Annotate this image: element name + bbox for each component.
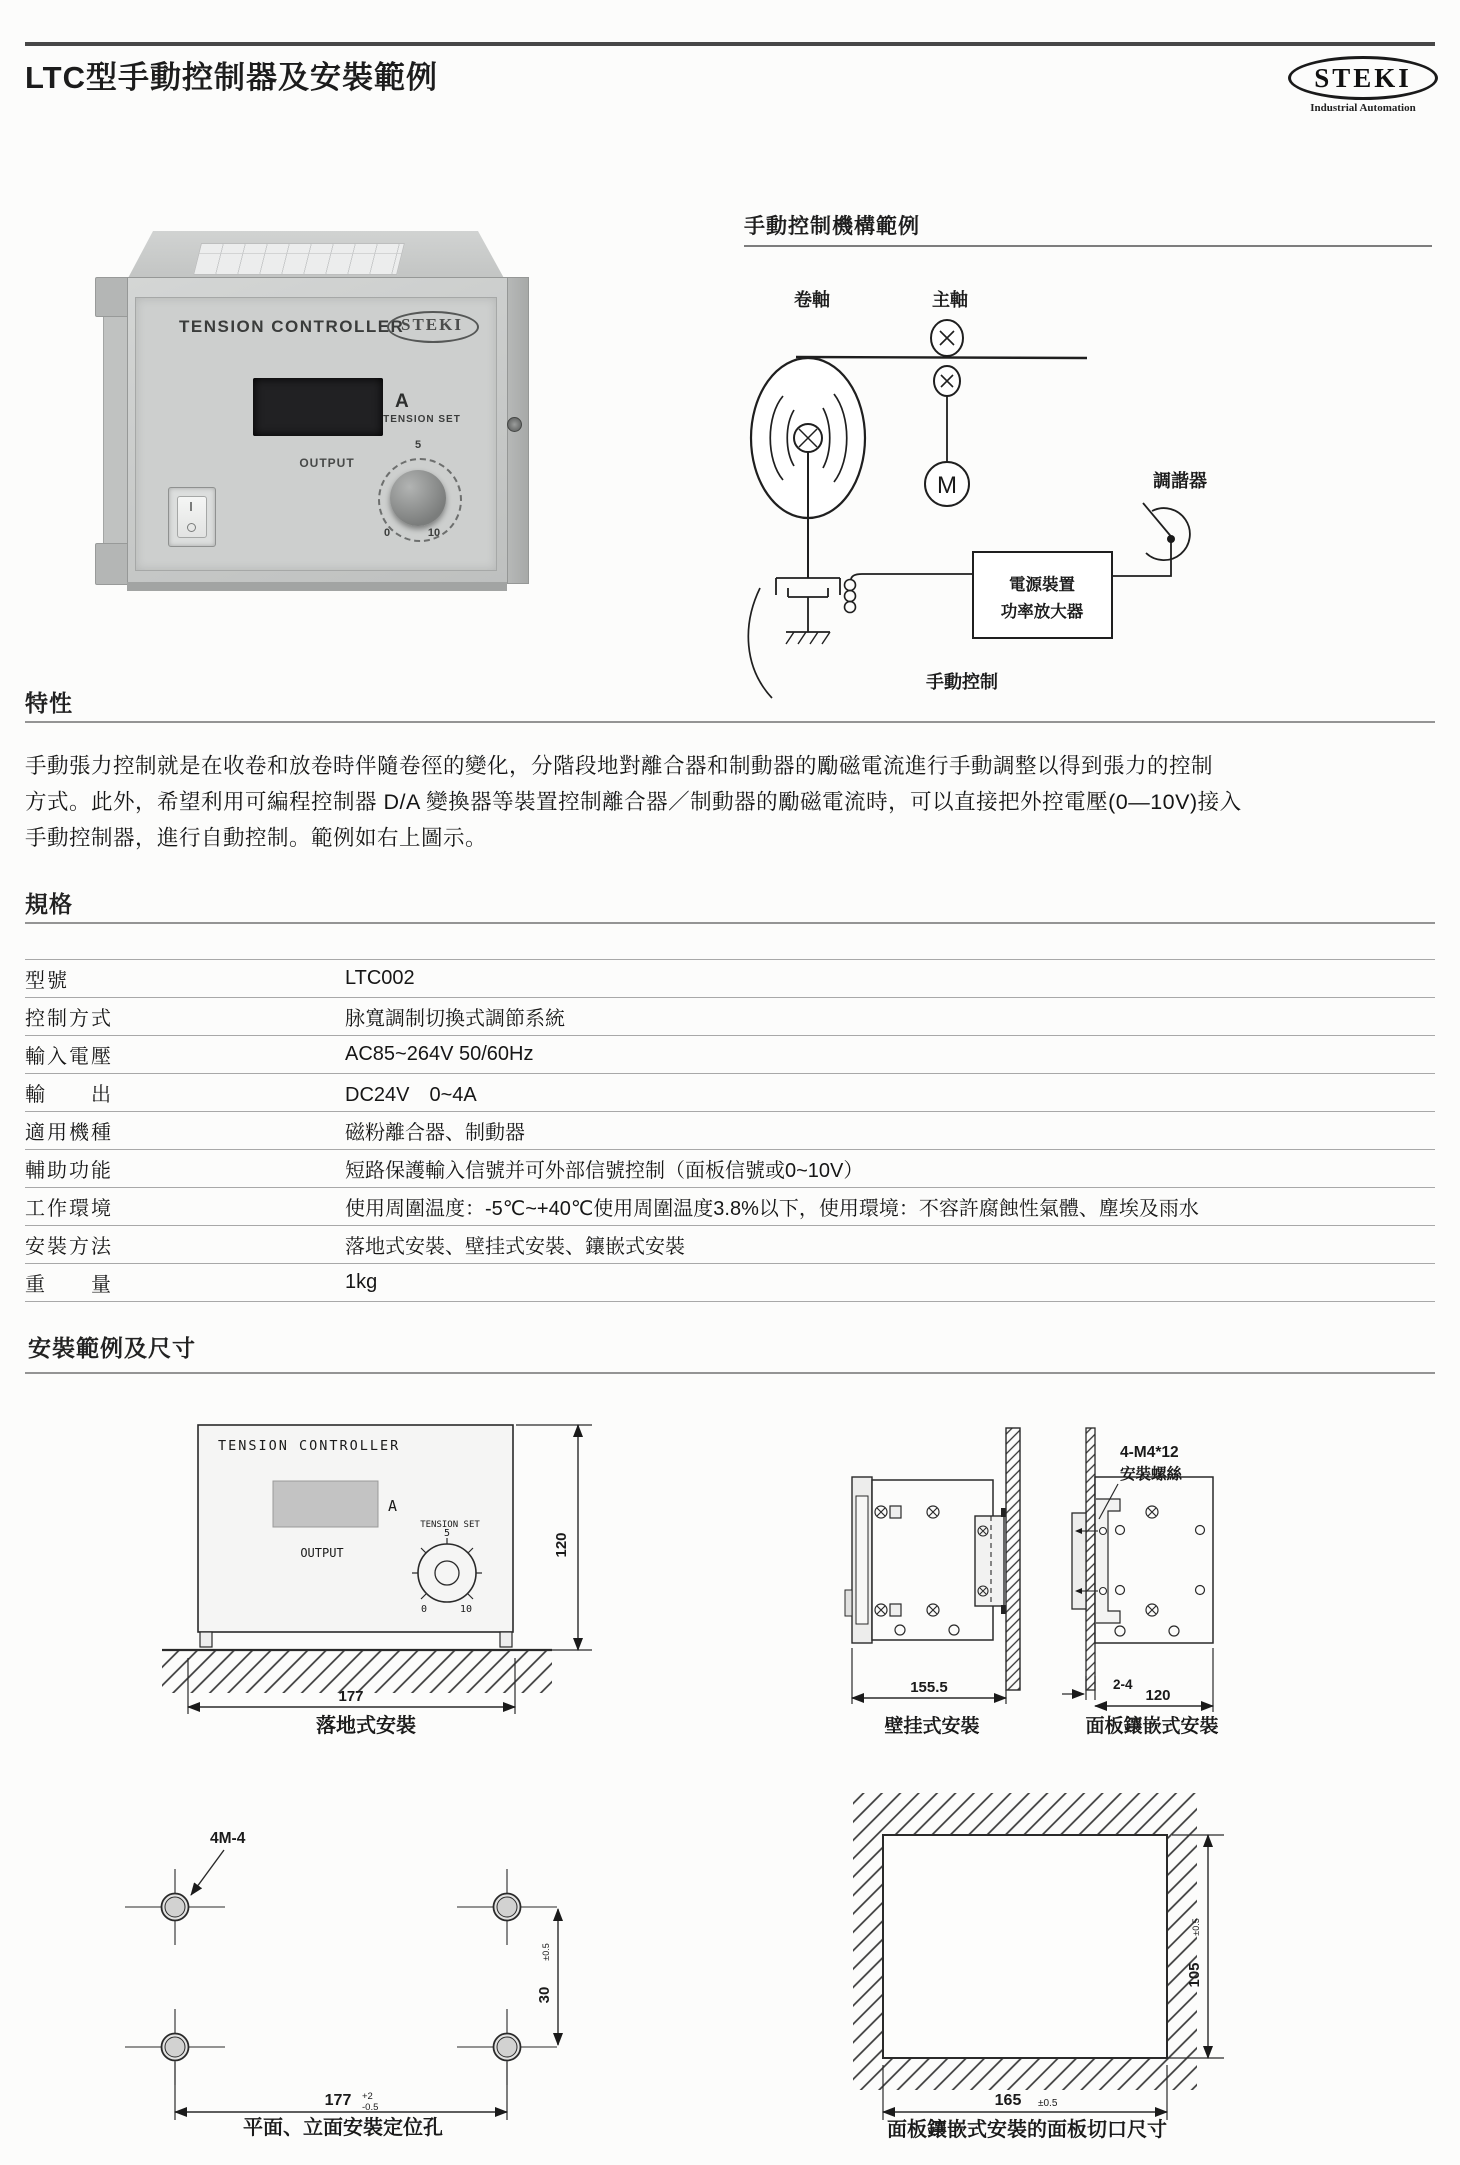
knob-tick-0: 0 [383,527,391,539]
spec-label: 安裝方法 [25,1236,113,1258]
drawing-tension-set-label: TENSION SET [420,1520,480,1530]
floor-caption: 落地式安裝 [316,1715,416,1737]
steki-logo [1288,54,1438,120]
panel-title: TENSION CONTROLLER [179,317,405,336]
spec-value: 1kg [345,1271,378,1293]
knob-tick-5: 5 [443,1528,451,1539]
tension-set-label: TENSION SET [383,414,461,425]
dim-165-label: 165 [994,2092,1022,2109]
wall-caption: 壁挂式安裝 [884,1716,980,1737]
dim-177-label: 177 [324,2092,352,2109]
spec-label: 輔助功能 [25,1160,113,1182]
features-line2: 方式。此外，希望利用可編程控制器 D/A 變換器等裝置控制離合器／制動器的勵磁電流時，可以直接把外控電壓(0—10V)接入 [25,790,1242,814]
installation-rule [25,1372,1435,1374]
power-switch-rocker[interactable] [177,496,207,538]
ground-hatch [162,1651,552,1693]
logo-text: STEKI [1314,63,1412,93]
spec-label: 輸入電壓 [25,1046,113,1068]
main-shaft-label: 主軸 [932,290,968,310]
tuner-label: 調諧器 [1153,471,1207,491]
mechanism-heading: 手動控制機構範例 [744,215,920,238]
panel-caption: 面板鑲嵌式安裝 [1085,1716,1219,1737]
logo-subtext: Industrial Automation [1310,102,1416,114]
cutout-caption: 面板鑲嵌式安裝的面板切口尺寸 [887,2119,1167,2141]
panel-section [1086,1428,1095,1690]
mount-bracket [975,1516,1004,1606]
dim-thickness-label: 2-4 [1113,1677,1133,1692]
spec-value: 磁粉離合器、制動器 [345,1122,525,1144]
knob-tick-0: 0 [420,1604,428,1615]
tuner-wire [1112,541,1171,576]
table-row [25,1264,1435,1302]
screw-note-line2: 安裝螺絲 [1120,1466,1183,1483]
coil-icon [845,574,974,613]
features-line3: 手動控制器，進行自動控制。範例如右上圖示。 [25,826,488,850]
switch-on-icon [190,502,192,511]
mounting-hole [457,1869,557,1945]
spec-label: 控制方式 [25,1008,113,1030]
features-heading: 特性 [25,690,73,716]
table-row [25,1074,1435,1112]
specs-heading: 規格 [25,891,73,917]
spec-label: 工作環境 [25,1198,113,1220]
spec-value: 脉寬調制切換式調節系統 [345,1008,565,1030]
power-box-line2: 功率放大器 [1000,603,1084,621]
mounting-holes-drawing [95,1812,600,2142]
wall-panel-mount-drawing [828,1395,1308,1740]
panel-mount-view [1062,1428,1219,1737]
logo-text: STEKI [401,315,463,334]
table-row [25,1188,1435,1226]
table-row [25,1036,1435,1074]
spec-table [25,959,1435,1302]
dim-height-label: 120 [553,1532,570,1558]
hole-note-leader [191,1850,224,1895]
dim-30-tol: ±0.5 [541,1943,551,1961]
wall-section [1006,1428,1020,1690]
mechanism-rule [744,245,1432,247]
dim-depth-label: 155.5 [910,1679,948,1696]
spec-label: 重 量 [25,1274,113,1296]
product-photo [75,165,675,597]
cutout-rect [883,1835,1167,2058]
spec-value: 使用周圍温度：-5℃~+40℃使用周圍温度3.8%以下，使用環境：不容許腐蝕性氣體、塵埃及雨水 [345,1198,1199,1220]
web-line [796,357,1087,358]
dim-105-label: 105 [1186,1962,1203,1988]
table-row [25,1112,1435,1150]
device-wiring-label [193,243,405,275]
device-hinge-bottom [95,543,131,585]
amp-unit-label: A [395,391,409,412]
dim-177-tol-minus: -0.5 [362,2102,379,2113]
manual-control-label: 手動控制 [926,672,998,692]
dim-30-label: 30 [536,1986,553,2004]
switch-off-icon [187,523,196,532]
device-hinge-top [95,277,131,317]
panel-brand-logo [387,311,479,347]
motor-label: M [937,472,957,499]
foot-left [200,1632,212,1647]
tuner-symbol [1143,503,1190,560]
mechanism-diagram [740,255,1460,690]
drawing-amp-label: A [388,1497,398,1515]
spec-label: 型號 [25,970,69,992]
table-row [25,1150,1435,1188]
mounting-hole [125,1869,225,1945]
reel-label: 卷軸 [794,290,830,310]
features-rule [25,721,1435,723]
panel-cutout-drawing [845,1788,1245,2145]
nip-roller-top [931,320,963,356]
spec-value: 落地式安裝、壁挂式安裝、鑲嵌式安裝 [345,1236,685,1258]
tension-set-knob[interactable] [390,470,446,526]
screw-note-line1: 4-M4*12 [1120,1444,1179,1461]
features-line1: 手動張力控制就是在收卷和放卷時伴隨卷徑的變化，分階段地對離合器和制動器的勵磁電流進行手動調整以得到張力的控制 [25,754,1214,778]
knob-tick-5: 5 [414,439,422,451]
current-display [253,378,383,436]
ground-icon [786,632,830,644]
specs-rule [25,922,1435,924]
spec-label: 輸 出 [25,1084,113,1106]
table-row [25,998,1435,1036]
wall-mount-view [845,1428,1020,1737]
knob-tick-10: 10 [459,1604,473,1615]
power-box-line1: 電源裝置 [1009,576,1075,594]
foot-right [500,1632,512,1647]
device-base [127,582,507,591]
floor-mount-drawing [115,1412,605,1742]
spec-value: LTC002 [345,967,415,989]
dim-165-tol: ±0.5 [1038,2098,1058,2109]
spec-value: 短路保護輸入信號并可外部信號控制（面板信號或0~10V） [345,1160,864,1182]
installation-heading: 安裝範例及尺寸 [28,1335,196,1361]
power-box [973,552,1112,638]
dim-105-tol: ±0.5 [1191,1918,1201,1936]
knob-tick-10: 10 [427,527,441,539]
top-rule [25,42,1435,46]
holes-caption: 平面、立面安裝定位孔 [243,2117,443,2139]
drawing-output-label: OUTPUT [300,1546,344,1560]
output-label: OUTPUT [299,456,355,470]
power-switch[interactable] [168,487,216,547]
spec-label: 適用機種 [25,1122,113,1144]
hole-note: 4M-4 [210,1830,246,1847]
spec-value: AC85~264V 50/60Hz [345,1043,534,1065]
spec-value: DC24V 0~4A [345,1084,477,1106]
drawing-panel-title: TENSION CONTROLLER [218,1438,401,1454]
page-title: LTC型手動控制器及安裝範例 [25,60,438,95]
table-row [25,1226,1435,1264]
dim-177-tol-plus: +2 [362,2091,373,2102]
dim-depth-label: 120 [1145,1687,1171,1704]
dim-width-label: 177 [338,1688,364,1705]
side-screw-icon [507,417,522,432]
hole-h-dimension [175,2062,507,2120]
table-row [25,960,1435,998]
nip-roller-bottom [934,366,960,396]
